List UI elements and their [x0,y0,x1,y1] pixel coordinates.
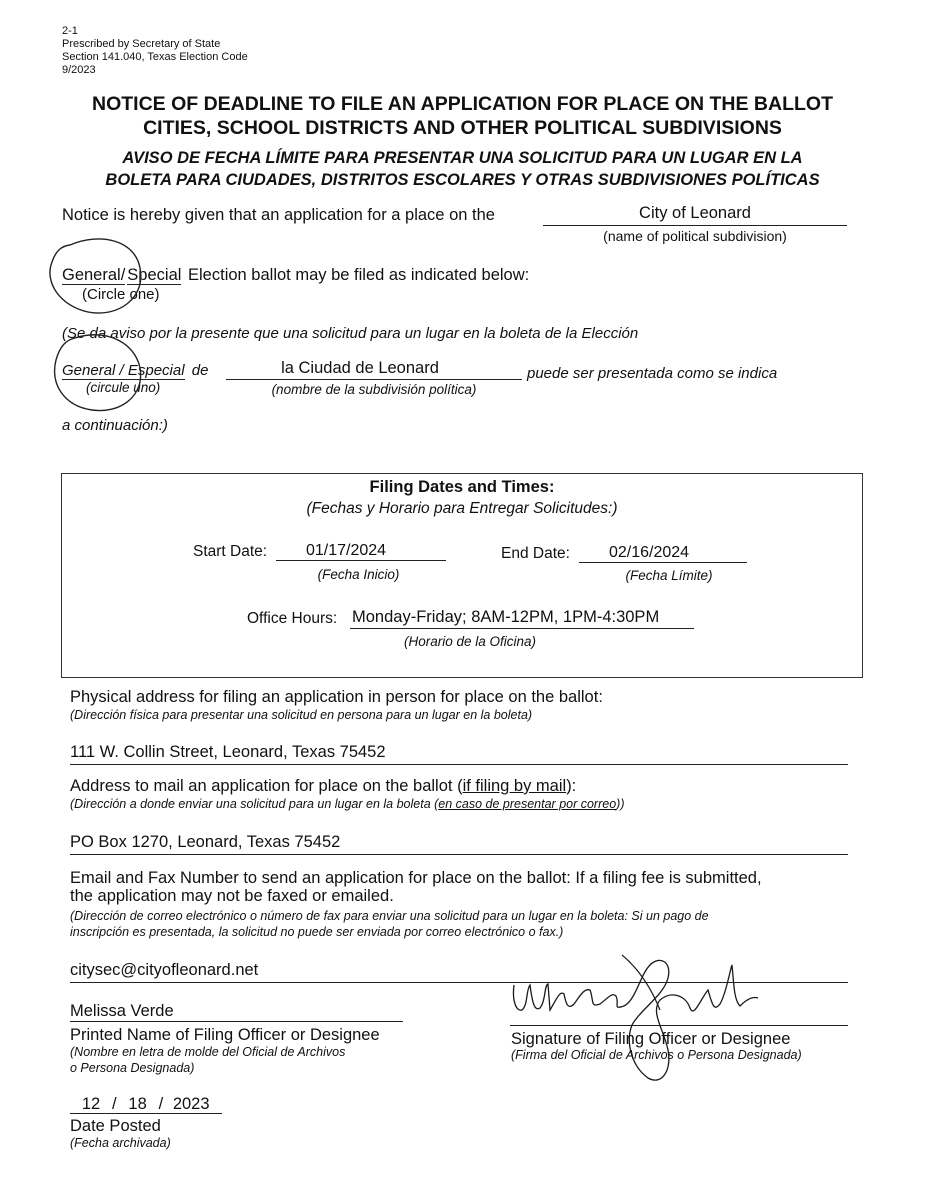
option-separator: / [120,266,126,284]
mail-label-underlined: if filing by mail [462,777,567,795]
es-options: General / Especial [62,362,185,379]
code-section: Section 141.040, Texas Election Code [62,51,248,63]
email-value: citysec@cityofleonard.net [70,961,259,979]
form-revision: 9/2023 [62,64,96,76]
officer-name-label-es1: (Nombre en letra de molde del Oficial de Archivos [70,1045,346,1059]
signature-label-es: (Firma del Oficial de Archivos o Persona Designada) [511,1048,802,1062]
date-posted-value [70,1094,219,1114]
date-posted-sep2: / [158,1095,164,1113]
date-posted-line [70,1113,222,1114]
physical-label-es: (Dirección física para presentar una solicitud en persona para un lugar en la boleta) [70,708,533,722]
start-date-label: Start Date: [193,543,268,560]
date-posted-day: 18 [128,1095,147,1113]
mail-label-end: ): [566,777,577,795]
email-label-line2: the application may not be faxed or emailed. [70,887,394,905]
circle-caption: (Circle one) [82,286,160,303]
es-subdivision-value: la Ciudad de Leonard [281,359,439,377]
option-general: General [62,266,121,284]
es-circle-caption: (circule uno) [86,380,161,395]
end-date-caption: (Fecha Límite) [625,568,713,583]
office-hours-label: Office Hours: [247,610,338,627]
email-label-es-line1: (Dirección de correo electrónico o número de fax para enviar una solicitud para un lugar en la boleta: Si un pago de [70,909,709,923]
es-tail: puede ser presentada como se indica [527,365,778,382]
date-posted-label: Date Posted [70,1117,161,1135]
notice-intro: Notice is hereby given that an application for a place on the [62,206,495,224]
prescribed-by: Prescribed by Secretary of State [62,38,221,50]
office-hours-caption: (Horario de la Oficina) [403,634,537,649]
date-posted-month: 12 [81,1095,101,1113]
officer-name-label-es2: o Persona Designada) [70,1061,195,1075]
title-es-line1: AVISO DE FECHA LÍMITE PARA PRESENTAR UNA SOLICITUD PARA UN LUGAR EN LA [122,149,803,167]
officer-name-value: Melissa Verde [70,1002,174,1020]
es-continuation: a continuación:) [62,417,168,434]
signature-flourish [622,955,660,1010]
email-label-line1: Email and Fax Number to send an application for place on the ballot: If a filing fee is submitted, [70,869,762,887]
ballot-text: Election ballot may be filed as indicated below: [188,266,530,284]
subdivision-caption: (name of political subdivision) [603,228,787,244]
es-de: de [191,362,209,379]
office-hours-value: Monday-Friday; 8AM-12PM, 1PM-4:30PM [352,608,660,626]
date-posted-year: 2023 [172,1095,210,1113]
title-en-line2: CITIES, SCHOOL DISTRICTS AND OTHER POLITICAL SUBDIVISIONS [143,117,782,139]
signature-label: Signature of Filing Officer or Designee [511,1030,791,1048]
mail-label-text: Address to mail an application for place on the ballot ( [70,777,463,795]
start-date-value: 01/17/2024 [305,542,387,559]
end-date-value: 02/16/2024 [608,544,690,561]
subdivision-value: City of Leonard [639,204,751,222]
mail-label-es-underlined: en caso de presentar por correo [438,797,617,811]
email-label-es-line2: inscripción es presentada, la solicitud no puede ser enviada por correo electrónico o fax.) [70,925,564,939]
end-date-label: End Date: [501,545,570,562]
date-posted-label-es: (Fecha archivada) [70,1136,171,1150]
title-es-line2: BOLETA PARA CIUDADES, DISTRITOS ESCOLARES Y OTRAS SUBDIVISIONES POLÍTICAS [105,171,820,189]
es-subdivision-caption: (nombre de la subdivisión política) [271,382,477,397]
es-intro: (Se da aviso por la presente que una solicitud para un lugar en la boleta de la Elección [62,325,639,342]
filing-heading-es: (Fechas y Horario para Entregar Solicitudes:) [306,500,618,517]
mail-label-es-text: (Dirección a donde enviar una solicitud para un lugar en la boleta ( [70,797,439,811]
title-en-line1: NOTICE OF DEADLINE TO FILE AN APPLICATION FOR PLACE ON THE BALLOT [92,93,833,115]
option-special: Special [127,266,182,284]
physical-label: Physical address for filing an application in person for place on the ballot: [70,688,603,706]
officer-name-label: Printed Name of Filing Officer or Designee [70,1026,380,1044]
physical-value: 111 W. Collin Street, Leonard, Texas 75452 [70,743,386,761]
date-posted-sep1: / [112,1095,117,1113]
filing-heading: Filing Dates and Times: [369,478,555,496]
mail-label-es-end: )) [616,797,625,811]
form-number: 2-1 [62,25,78,37]
mail-value: PO Box 1270, Leonard, Texas 75452 [70,833,341,851]
start-date-caption: (Fecha Inicio) [317,567,400,582]
